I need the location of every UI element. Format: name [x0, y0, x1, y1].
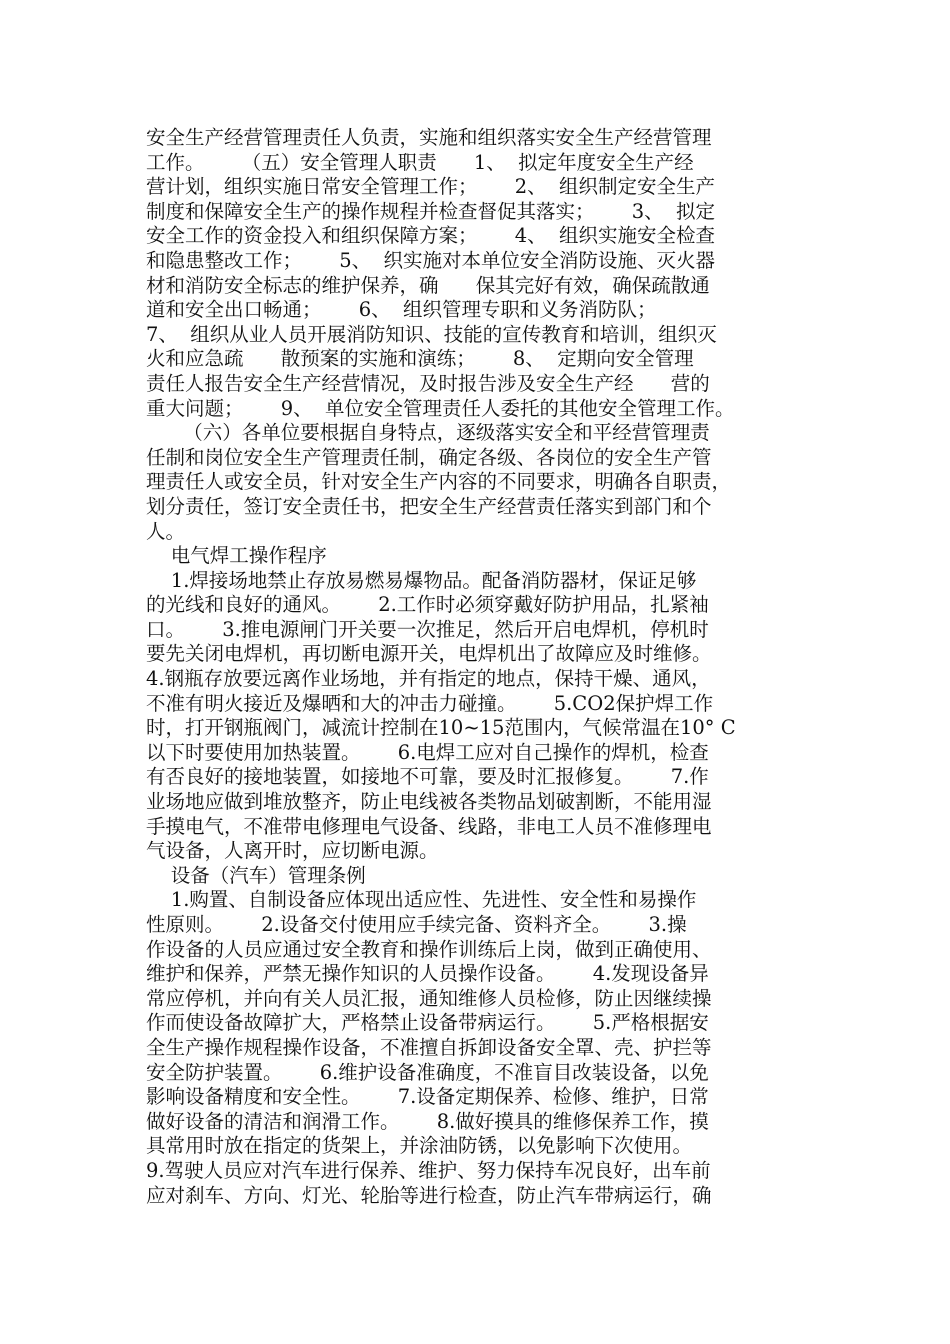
text-line: 应对刹车、方向、灯光、轮胎等进行检查，防止汽车带病运行，确	[146, 1183, 712, 1207]
text-line: 重大问题； 9、 单位安全管理责任人委托的其他安全管理工作。	[146, 396, 735, 420]
text-line: 气设备，人离开时，应切断电源。	[146, 839, 439, 863]
text-line: 手摸电气，不准带电修理电气设备、线路，非电工人员不准修理电	[146, 814, 712, 838]
text-line: 维护和保养，严禁无操作知识的人员操作设备。 4.发现设备异	[146, 962, 709, 986]
text-line: 划分责任，签订安全责任书，把安全生产经营责任落实到部门和个	[146, 494, 712, 518]
text-line: 火和应急疏 散预案的实施和演练； 8、 定期向安全管理	[146, 347, 694, 371]
text-line: 安全防护装置。 6.维护设备准确度，不准盲目改装设备，以免	[146, 1060, 709, 1084]
text-line: 以下时要使用加热装置。 6.电焊工应对自己操作的焊机，检查	[146, 740, 709, 764]
text-line: 责任人报告安全生产经营情况，及时报告涉及安全生产经 营的	[146, 371, 710, 395]
text-line: 任制和岗位安全生产管理责任制，确定各级、各岗位的安全生产管	[146, 445, 712, 469]
text-line: 设备（汽车）管理条例	[146, 863, 366, 887]
text-line: 9.驾驶人员应对汽车进行保养、维护、努力保持车况良好，出车前	[146, 1158, 711, 1182]
text-line: 口。 3.推电源闸门开关要一次推足，然后开启电焊机，停机时	[146, 617, 709, 641]
text-line: 作设备的人员应通过安全教育和操作训练后上岗，做到正确使用、	[146, 937, 712, 961]
text-line: 营计划，组织实施日常安全管理工作； 2、 组织制定安全生产	[146, 175, 715, 199]
text-line: 做好设备的清洁和润滑工作。 8.做好摸具的维修保养工作，摸	[146, 1109, 709, 1133]
text-line: 和隐患整改工作； 5、 织实施对本单位安全消防设施、灭火器	[146, 248, 715, 272]
text-line: 制度和保障安全生产的操作规程并检查督促其落实； 3、 拟定	[146, 199, 715, 223]
text-line: 不准有明火接近及爆晒和大的冲击力碰撞。 5.CO2保护焊工作	[146, 691, 714, 715]
text-line: 作而使设备故障扩大，严格禁止设备带病运行。 5.严格根据安	[146, 1011, 709, 1035]
text-line: 性原则。 2.设备交付使用应手续完备、资料齐全。 3.操	[146, 913, 687, 936]
text-line: 业场地应做到堆放整齐，防止电线被各类物品划破割断，不能用湿	[146, 790, 712, 814]
text-line: 材和消防安全标志的维护保养，确 保其完好有效，确保疏散通	[146, 273, 710, 297]
text-line: 电气焊工操作程序	[146, 544, 327, 568]
text-line: 1.购置、自制设备应体现出适应性、先进性、安全性和易操作	[146, 888, 697, 912]
text-line: 工作。 （五）安全管理人职责 1、 拟定年度安全生产经	[146, 150, 694, 174]
text-line: 有否良好的接地装置，如接地不可靠，要及时汇报修复。 7.作	[146, 765, 709, 789]
text-line: 安全工作的资金投入和组织保障方案； 4、 组织实施安全检查	[146, 224, 715, 248]
text-line: 安全生产经营管理责任人负责，实施和组织落实安全生产经营管理	[146, 126, 712, 149]
text-line: 1.焊接场地禁止存放易燃易爆物品。配备消防器材，保证足够	[146, 568, 697, 592]
text-line: 要先关闭电焊机，再切断电源开关，电焊机出了故障应及时维修。	[146, 642, 712, 666]
text-line: 具常用时放在指定的货架上，并涂油防锈，以免影响下次使用。	[146, 1134, 693, 1158]
text-line: 道和安全出口畅通； 6、 组织管理专职和义务消防队；	[146, 298, 657, 322]
text-line: 的光线和良好的通风。 2.工作时必须穿戴好防护用品，扎紧袖	[146, 593, 709, 617]
text-line: 理责任人或安全员，针对安全生产内容的不同要求，明确各自职责，	[146, 470, 732, 494]
text-line: 常应停机，并向有关人员汇报，通知维修人员检修，防止因继续操	[146, 986, 712, 1010]
text-line: 时，打开钢瓶阀门，减流计控制在10~15范围内，气候常温在10° C	[146, 716, 736, 740]
text-line: 全生产操作规程操作设备，不准擅自拆卸设备安全罩、壳、护拦等	[146, 1035, 712, 1059]
document-body	[146, 126, 806, 1208]
text-line: 人。	[146, 519, 186, 543]
text-line: 4.钢瓶存放要远离作业场地，并有指定的地点，保持干燥、通风，	[146, 667, 711, 691]
text-line: （六）各单位要根据自身特点，逐级落实安全和平经营管理责	[146, 421, 710, 445]
text-line: 7、 组织从业人员开展消防知识、技能的宣传教育和培训，组织灭	[146, 322, 717, 346]
text-line: 影响设备精度和安全性。 7.设备定期保养、检修、维护，日常	[146, 1085, 709, 1109]
